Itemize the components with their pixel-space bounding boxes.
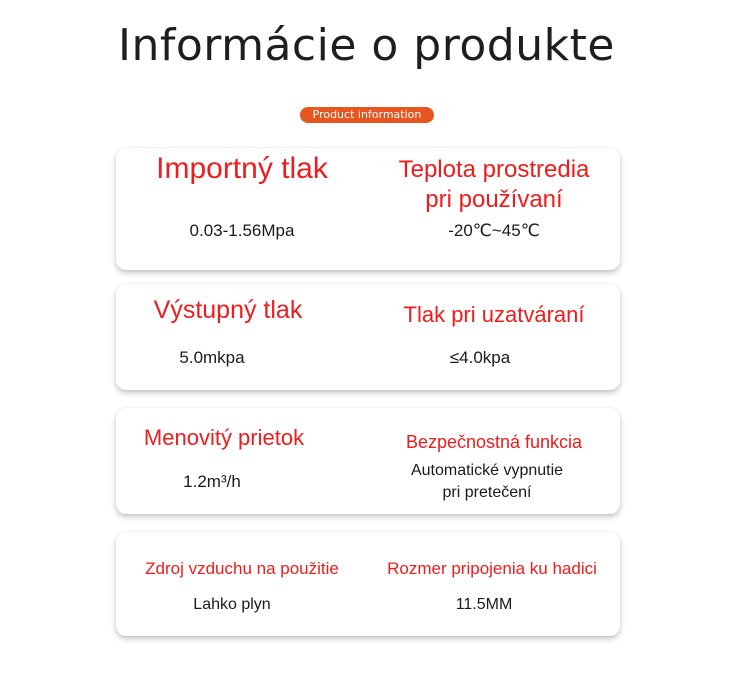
spec-label: Bezpečnostná funkcia <box>405 432 583 452</box>
spec-label: Výstupný tlak <box>153 296 303 324</box>
product-information-badge: Product information <box>300 107 434 123</box>
spec-value: Lahko plyn <box>193 596 271 613</box>
spec-card-flow-safety <box>116 408 620 514</box>
spec-value: 11.5MM <box>455 596 513 613</box>
spec-card-outlet-closing-pressure <box>116 284 620 390</box>
spec-label: Importný tlak <box>156 152 328 185</box>
spec-card-pressure-temperature <box>116 148 620 270</box>
spec-value: 1.2m³/h <box>183 472 241 491</box>
spec-label: Rozmer pripojenia ku hadici <box>387 559 597 578</box>
spec-label: Tlak pri uzatváraní <box>403 302 585 327</box>
spec-value: 5.0mkpa <box>179 348 245 367</box>
spec-label-line-2: pri používaní <box>425 186 563 213</box>
spec-value: -20℃~45℃ <box>448 221 540 240</box>
spec-value: ≤4.0kpa <box>449 348 511 367</box>
spec-card-air-source-connection <box>116 532 620 636</box>
spec-label: Menovitý prietok <box>143 425 305 450</box>
spec-label-line-1: Teplota prostredia <box>398 156 590 183</box>
spec-value-line-1: Automatické vypnutie <box>410 462 564 479</box>
page-title: Informácie o produkte <box>118 20 615 71</box>
spec-value: 0.03-1.56Mpa <box>189 221 295 240</box>
spec-label: Zdroj vzduchu na použitie <box>145 559 339 578</box>
spec-value-line-2: pri pretečení <box>442 484 532 501</box>
